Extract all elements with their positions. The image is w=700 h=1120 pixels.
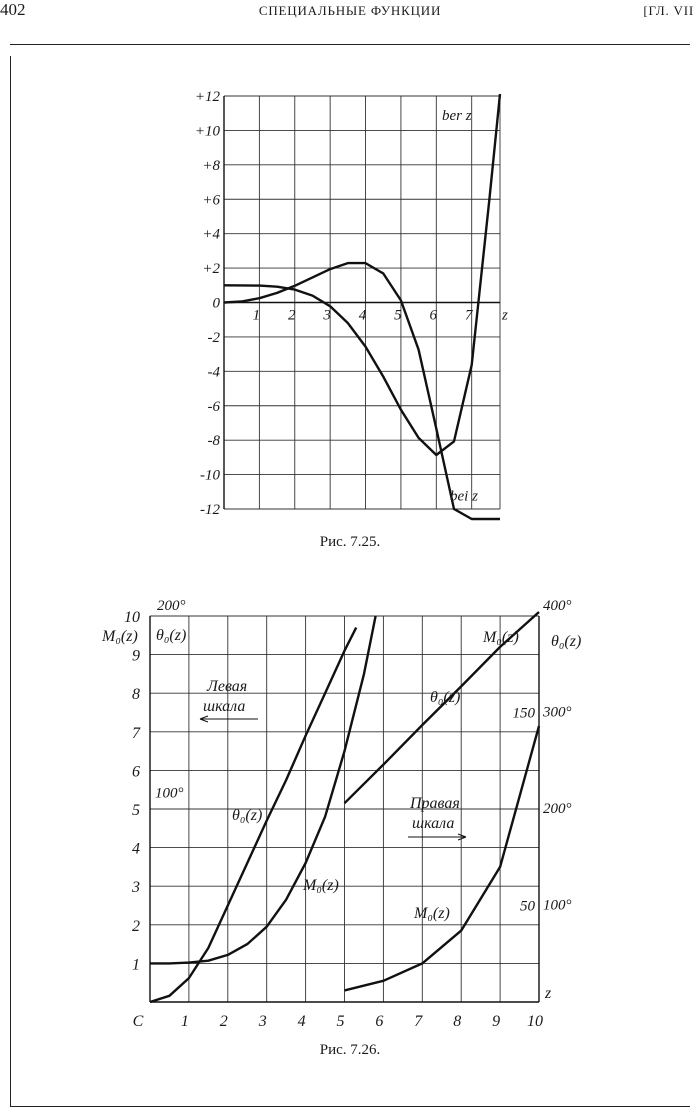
series-labels: [200, 678, 466, 922]
y-tick-label: +10: [194, 123, 220, 140]
y-tick-label: +12: [194, 89, 220, 105]
y-tick-label: -2: [207, 329, 220, 346]
right-axis-label-m: M₀(z): [483, 629, 519, 646]
chapter-reference: [ГЛ. VII: [643, 3, 694, 18]
series-line: [345, 726, 540, 990]
y-tick-label: -10: [200, 467, 220, 484]
figure-caption-7-26: Рис. 7.26.: [319, 1042, 381, 1058]
y-tick-label: +8: [202, 157, 220, 174]
series-line: [150, 616, 376, 963]
x-axis-label: z: [545, 985, 552, 1002]
y-tick-label: +4: [202, 226, 220, 243]
series-line: [224, 263, 500, 519]
y-tick-label: -6: [207, 398, 220, 415]
x-tick-label: 1: [180, 1013, 189, 1030]
left-theta-tick-label: 200°: [157, 598, 186, 614]
left-tick-label: 2: [132, 917, 140, 935]
right-m-tick-label: 50: [520, 898, 535, 915]
y-tick-label: +2: [202, 261, 220, 278]
right-axis-label-theta: θ₀(z): [551, 633, 582, 650]
series-label: ber z: [442, 108, 472, 125]
running-head: СПЕЦИАЛЬНЫЕ ФУНКЦИИ: [258, 3, 442, 18]
y-tick-label: -4: [207, 364, 220, 381]
figure-caption-7-25: Рис. 7.25.: [319, 534, 381, 550]
x-axis-label: z: [502, 307, 508, 324]
series-label: M₀(z): [303, 877, 339, 894]
x-tick-label: 10: [527, 1013, 543, 1030]
left-tick-label: 8: [132, 686, 140, 704]
y-tick-label: -8: [207, 433, 220, 450]
x-tick-label: 6: [375, 1013, 384, 1030]
series-lines: [224, 94, 500, 519]
right-m-tick-label: 150: [512, 705, 535, 722]
x-tick-label: 1: [252, 307, 261, 324]
series-line: [224, 94, 500, 455]
left-tick-label: 5: [132, 802, 140, 819]
series-label: M₀(z): [414, 905, 450, 922]
series-label: θ₀(z): [232, 807, 263, 824]
page-number: 402: [0, 0, 26, 19]
y-tick-label: -12: [200, 502, 220, 518]
left-theta-tick-label: 100°: [155, 785, 184, 802]
tick-labels: [101, 598, 581, 1030]
y-tick-label: 0: [212, 295, 220, 312]
x-tick-label: 7: [464, 307, 473, 324]
footer-rule: [10, 1106, 690, 1107]
y-tick-label: +6: [202, 192, 220, 209]
left-scale-note: Левая: [207, 678, 248, 695]
x-tick-label: 5: [394, 307, 402, 324]
x-tick-label: 3: [258, 1013, 267, 1030]
x-tick-label: C: [132, 1013, 144, 1030]
left-scale-note: шкала: [203, 698, 246, 715]
x-tick-label: 2: [219, 1013, 228, 1030]
left-tick-label: 4: [132, 840, 140, 858]
header-rule: [10, 44, 690, 45]
chart-fig-7-26: [0, 590, 700, 1050]
right-theta-tick-label: 200°: [543, 801, 572, 817]
left-tick-label: 3: [132, 879, 140, 897]
right-theta-tick-label: 300°: [543, 704, 572, 721]
x-tick-label: 6: [429, 307, 438, 324]
left-tick-label: 9: [132, 647, 140, 665]
x-tick-label: 4: [297, 1013, 306, 1030]
left-axis-label-m: M₀(z): [102, 628, 138, 645]
x-tick-label: 4: [358, 307, 367, 324]
tick-labels: [195, 89, 508, 518]
right-theta-tick-label: 100°: [543, 897, 572, 914]
left-tick-label: 10: [124, 609, 140, 626]
right-scale-note: шкала: [412, 815, 455, 832]
right-theta-tick-label: 400°: [543, 598, 572, 614]
left-tick-label: 1: [132, 956, 140, 974]
x-tick-label: 7: [414, 1013, 423, 1030]
right-scale-note: Правая: [410, 795, 460, 812]
x-tick-label: 5: [336, 1013, 345, 1030]
left-tick-label: 6: [132, 763, 140, 781]
series-label: bei z: [450, 488, 478, 505]
left-tick-label: 7: [132, 724, 140, 742]
chart-fig-7-25: [0, 80, 700, 610]
x-tick-label: 2: [288, 307, 296, 324]
left-axis-label-theta: θ₀(z): [156, 627, 187, 644]
x-tick-label: 9: [492, 1013, 501, 1030]
x-tick-label: 3: [323, 307, 331, 324]
axes: [224, 96, 500, 509]
x-tick-label: 8: [453, 1013, 462, 1030]
series-label: θ₀(z): [430, 689, 461, 706]
grid: [150, 616, 539, 1002]
